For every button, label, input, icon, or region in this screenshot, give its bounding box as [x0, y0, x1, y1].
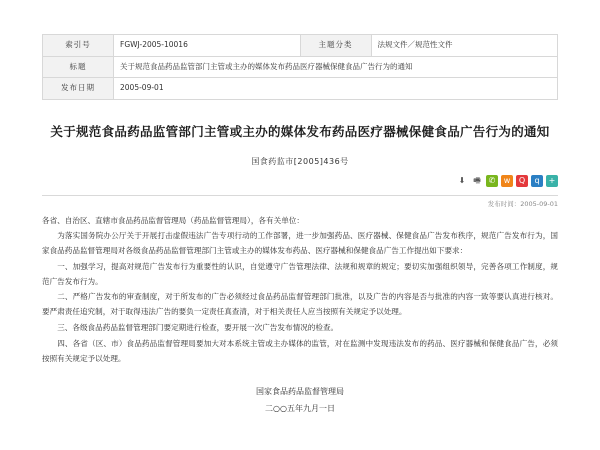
greeting-line: 各省、自治区、直辖市食品药品监督管理局（药品监督管理局），各有关单位： — [42, 215, 304, 225]
document-body — [42, 214, 558, 367]
bottom-spacer — [0, 418, 600, 444]
document-number: 国食药监市[2005]436号 — [251, 156, 349, 166]
table-row — [43, 35, 558, 57]
table-row — [43, 56, 558, 78]
divider — [42, 195, 558, 196]
meta-value-title: 关于规范食品药品监管部门主管或主办的媒体发布药品医疗器械保健食品广告行为的通知 — [114, 56, 558, 78]
print-icon[interactable]: 🖷 — [473, 175, 481, 185]
share-wechat-icon[interactable]: ✆ — [486, 175, 498, 187]
meta-label-title: 标题 — [43, 56, 114, 78]
share-more-icon[interactable]: + — [546, 175, 558, 187]
share-sina-icon[interactable]: w — [501, 175, 513, 187]
meta-value-category: 法规文件／规范性文件 — [371, 35, 558, 57]
table-row — [43, 78, 558, 100]
body-paragraph: 三、各级食品药品监督管理部门要定期进行检查，要开展一次广告发布情况的检查。 — [57, 323, 339, 333]
download-icon[interactable]: ⬇ — [458, 175, 466, 185]
page-title: 关于规范食品药品监管部门主管或主办的媒体发布药品医疗器械保健食品广告行为的通知 — [50, 123, 550, 139]
toolbar-icon-group — [456, 175, 558, 187]
signature-date: 二○○五年九月一日 — [265, 404, 335, 414]
metadata-table — [42, 34, 558, 100]
body-paragraph: 一、加强学习，提高对规范广告发布行为重要性的认识，自觉遵守广告管理法律、法规和规章的规定；要切实加强组织领导，完善各项工作制度，规范广告发布行为。 — [42, 261, 558, 286]
publish-date: 发布时间：2005-09-01 — [487, 199, 558, 208]
body-paragraph: 二、严格广告发布的审查制度，对于所发布的广告必须经过食品药品监督管理部门批准，以及广告的内容是否与批准的内容一致等要认真进行核对。要严肃责任追究制，对于取得违法广告的要负一定责任真查清，对于相关责任人应当按照有关规定予以处理。 — [42, 292, 558, 317]
meta-label-category: 主题分类 — [300, 35, 371, 57]
share-qq-icon[interactable]: q — [531, 175, 543, 187]
meta-value-date: 2005-09-01 — [114, 78, 558, 100]
meta-label-index: 索引号 — [43, 35, 114, 57]
meta-value-index: FGWJ-2005-10016 — [114, 35, 301, 57]
signature-organization: 国家食品药品监督管理局 — [256, 387, 344, 397]
share-qzone-icon[interactable]: Q — [516, 175, 528, 187]
share-toolbar — [42, 175, 558, 193]
body-paragraph: 四、各省（区、市）食品药品监督管理局要加大对本系统主管或主办媒体的监管，对在监测中发现违法发布的药品、医疗器械和保健食品广告，必须按照有关规定予以处理。 — [42, 338, 558, 363]
top-spacer — [0, 0, 600, 34]
body-paragraph: 为落实国务院办公厅关于开展打击虚假违法广告专项行动的工作部署，进一步加强药品、医疗器械、保健食品广告发布秩序，规范广告发布行为，国家食品药品监督管理局对各级食品药品监督管理部门主管或主办的媒体发布药品、医疗器械和保健食品广告工作提出如下要求： — [42, 231, 558, 256]
signature-block — [42, 384, 558, 418]
meta-label-date: 发布日期 — [43, 78, 114, 100]
